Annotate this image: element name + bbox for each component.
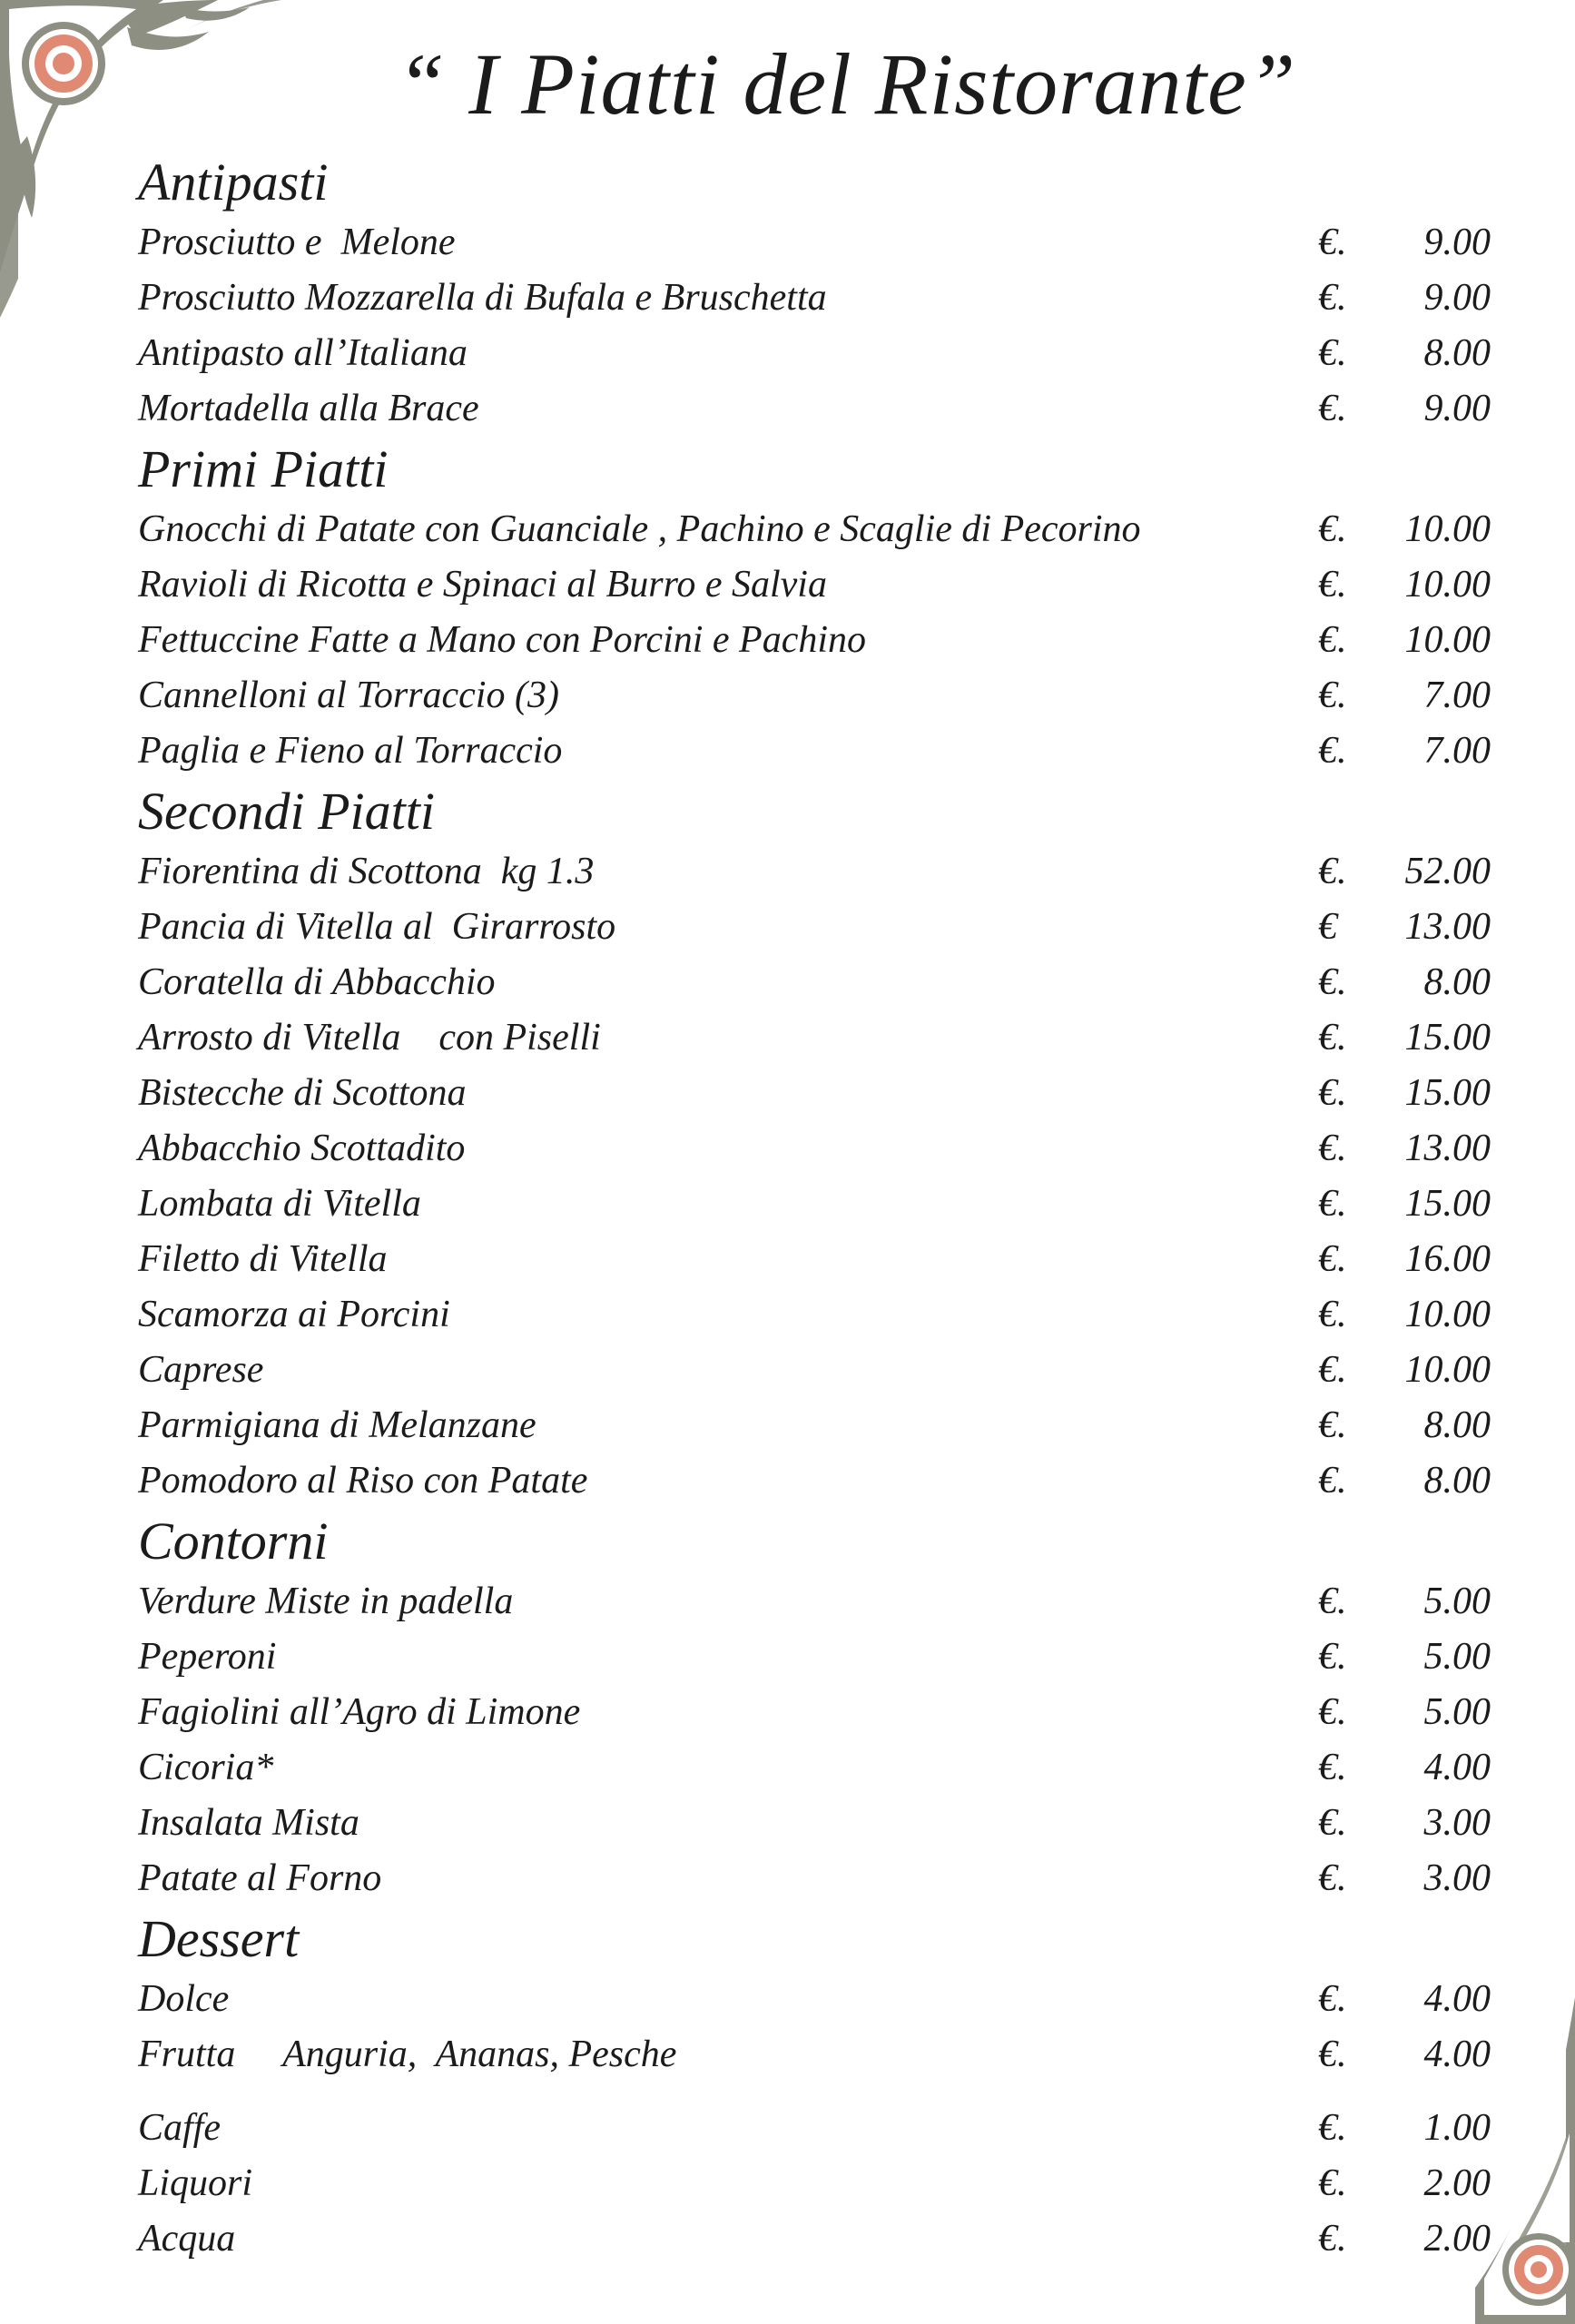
- menu-section-secondi-piatti: [138, 779, 1500, 1509]
- item-currency: €.: [1318, 675, 1347, 716]
- item-currency: €.: [1318, 961, 1347, 1003]
- menu-item: [138, 1010, 1500, 1066]
- item-currency: €.: [1318, 332, 1347, 374]
- menu-item: [138, 613, 1500, 668]
- item-currency: €.: [1318, 2162, 1347, 2204]
- section-title: Antipasti: [138, 153, 329, 212]
- menu-item: [138, 1343, 1500, 1398]
- item-name: Peperoni: [138, 1636, 277, 1678]
- item-price: 9.00: [1423, 277, 1491, 319]
- item-price: 10.00: [1404, 619, 1491, 661]
- item-price: 5.00: [1423, 1636, 1491, 1678]
- item-currency: €.: [1318, 1238, 1347, 1280]
- section-title: Secondi Piatti: [138, 782, 435, 841]
- menu-item: [138, 1630, 1500, 1685]
- item-price: 16.00: [1404, 1238, 1491, 1280]
- item-name: Filetto di Vitella: [138, 1238, 388, 1280]
- item-price: 8.00: [1423, 332, 1491, 374]
- item-currency: €.: [1318, 564, 1347, 606]
- item-currency: €: [1318, 906, 1337, 948]
- item-currency: €.: [1318, 1581, 1347, 1622]
- item-currency: €.: [1318, 1128, 1347, 1169]
- item-price: 52.00: [1404, 851, 1491, 892]
- item-name: Pomodoro al Riso con Patate: [138, 1460, 588, 1502]
- menu-item: [138, 1177, 1500, 1232]
- item-name: Fagiolini all’Agro di Limone: [138, 1691, 581, 1733]
- item-price: 5.00: [1423, 1691, 1491, 1733]
- item-price: 13.00: [1404, 1128, 1491, 1169]
- menu-section-beverages: [138, 2101, 1500, 2267]
- item-price: 2.00: [1423, 2162, 1491, 2204]
- item-price: 4.00: [1423, 1978, 1491, 2020]
- item-name: Abbacchio Scottadito: [138, 1128, 466, 1169]
- item-currency: €.: [1318, 730, 1347, 772]
- item-name: Gnocchi di Patate con Guanciale , Pachino e Scaglie di Pecorino: [138, 508, 1141, 550]
- menu-item: [138, 1740, 1500, 1796]
- menu-item: [138, 955, 1500, 1010]
- item-currency: €.: [1318, 1294, 1347, 1335]
- item-name: Dolce: [138, 1978, 230, 2020]
- item-currency: €.: [1318, 1978, 1347, 2020]
- item-price: 8.00: [1423, 961, 1491, 1003]
- item-price: 3.00: [1423, 1802, 1491, 1844]
- item-name: Lombata di Vitella: [138, 1183, 421, 1225]
- item-currency: €.: [1318, 1857, 1347, 1899]
- item-price: 10.00: [1404, 1349, 1491, 1391]
- item-name: Fiorentina di Scottona kg 1.3: [138, 851, 595, 892]
- item-currency: €.: [1318, 1017, 1347, 1059]
- item-price: 2.00: [1423, 2218, 1491, 2260]
- item-name: Arrosto di Vitella con Piselli: [138, 1017, 601, 1059]
- menu-item: [138, 668, 1500, 724]
- item-name: Caprese: [138, 1349, 264, 1391]
- item-price: 15.00: [1404, 1183, 1491, 1225]
- menu-item: [138, 381, 1500, 437]
- item-currency: €.: [1318, 1460, 1347, 1502]
- section-title: Dessert: [138, 1909, 300, 1968]
- menu-item: [138, 557, 1500, 613]
- menu-item: [138, 1796, 1500, 1851]
- item-name: Paglia e Fieno al Torraccio: [138, 730, 563, 772]
- menu-item: [138, 724, 1500, 779]
- item-price: 3.00: [1423, 1857, 1491, 1899]
- menu-item: [138, 1121, 1500, 1177]
- item-price: 5.00: [1423, 1581, 1491, 1622]
- section-title: Contorni: [138, 1512, 329, 1571]
- item-price: 8.00: [1423, 1404, 1491, 1446]
- item-price: 10.00: [1404, 564, 1491, 606]
- menu-section-primi-piatti: [138, 437, 1500, 779]
- item-name: Insalata Mista: [138, 1802, 359, 1844]
- item-name: Prosciutto e Melone: [138, 222, 456, 263]
- item-name: Pancia di Vitella al Girarrosto: [138, 906, 616, 948]
- item-price: 9.00: [1423, 388, 1491, 429]
- item-currency: €.: [1318, 388, 1347, 429]
- menu-item: [138, 326, 1500, 381]
- item-currency: €.: [1318, 1404, 1347, 1446]
- item-name: Liquori: [138, 2162, 253, 2204]
- item-currency: €.: [1318, 1802, 1347, 1844]
- menu-item: [138, 1287, 1500, 1343]
- item-name: Bistecche di Scottona: [138, 1072, 467, 1114]
- item-price: 1.00: [1423, 2107, 1491, 2149]
- item-currency: €.: [1318, 851, 1347, 892]
- menu-item: [138, 2027, 1500, 2083]
- menu-item: [138, 1453, 1500, 1509]
- menu-item: [138, 1066, 1500, 1121]
- menu-item: [138, 844, 1500, 900]
- item-name: Ravioli di Ricotta e Spinaci al Burro e Salvia: [138, 564, 827, 606]
- item-currency: €.: [1318, 1691, 1347, 1733]
- item-name: Parmigiana di Melanzane: [138, 1404, 536, 1446]
- item-currency: €.: [1318, 1183, 1347, 1225]
- item-currency: €.: [1318, 1349, 1347, 1391]
- menu-item: [138, 900, 1500, 955]
- item-price: 13.00: [1404, 906, 1491, 948]
- item-name: Verdure Miste in padella: [138, 1581, 514, 1622]
- item-name: Scamorza ai Porcini: [138, 1294, 450, 1335]
- menu-item: [138, 1574, 1500, 1630]
- item-currency: €.: [1318, 2034, 1347, 2075]
- menu-item: [138, 1851, 1500, 1906]
- item-name: Prosciutto Mozzarella di Bufala e Bruschetta: [138, 277, 827, 319]
- item-currency: €.: [1318, 277, 1347, 319]
- menu-item: [138, 1685, 1500, 1740]
- item-name: Frutta Anguria, Ananas, Pesche: [138, 2034, 677, 2075]
- menu-item: [138, 1232, 1500, 1287]
- item-price: 4.00: [1423, 1747, 1491, 1788]
- item-price: 9.00: [1423, 222, 1491, 263]
- page-title: “ I Piatti del Ristorante”: [396, 35, 1297, 133]
- item-currency: €.: [1318, 619, 1347, 661]
- menu-item: [138, 2156, 1500, 2211]
- menu-list: [138, 150, 1500, 2267]
- item-name: Mortadella alla Brace: [138, 388, 479, 429]
- item-name: Acqua: [138, 2218, 236, 2260]
- item-name: Caffe: [138, 2107, 221, 2149]
- menu-section-contorni: [138, 1509, 1500, 1906]
- item-name: Fettuccine Fatte a Mano con Porcini e Pachino: [138, 619, 867, 661]
- item-price: 7.00: [1423, 675, 1491, 716]
- item-price: 10.00: [1404, 508, 1491, 550]
- menu-item: [138, 2101, 1500, 2156]
- item-price: 4.00: [1423, 2034, 1491, 2075]
- item-currency: €.: [1318, 1072, 1347, 1114]
- item-currency: €.: [1318, 1747, 1347, 1788]
- menu-item: [138, 1398, 1500, 1453]
- item-price: 7.00: [1423, 730, 1491, 772]
- menu-section-dessert: [138, 1906, 1500, 2083]
- item-currency: €.: [1318, 2218, 1347, 2260]
- item-currency: €.: [1318, 1636, 1347, 1678]
- item-price: 8.00: [1423, 1460, 1491, 1502]
- item-price: 10.00: [1404, 1294, 1491, 1335]
- item-name: Patate al Forno: [138, 1857, 382, 1899]
- menu-section-antipasti: [138, 150, 1500, 437]
- item-name: Cicoria*: [138, 1747, 274, 1788]
- item-price: 15.00: [1404, 1017, 1491, 1059]
- item-currency: €.: [1318, 222, 1347, 263]
- menu-item: [138, 502, 1500, 557]
- menu-item: [138, 271, 1500, 326]
- item-name: Cannelloni al Torraccio (3): [138, 675, 559, 716]
- menu-item: [138, 2211, 1500, 2267]
- item-price: 15.00: [1404, 1072, 1491, 1114]
- item-currency: €.: [1318, 2107, 1347, 2149]
- menu-item: [138, 215, 1500, 271]
- section-title: Primi Piatti: [138, 439, 389, 498]
- item-name: Antipasto all’Italiana: [138, 332, 468, 374]
- menu-item: [138, 1972, 1500, 2027]
- item-name: Coratella di Abbacchio: [138, 961, 496, 1003]
- item-currency: €.: [1318, 508, 1347, 550]
